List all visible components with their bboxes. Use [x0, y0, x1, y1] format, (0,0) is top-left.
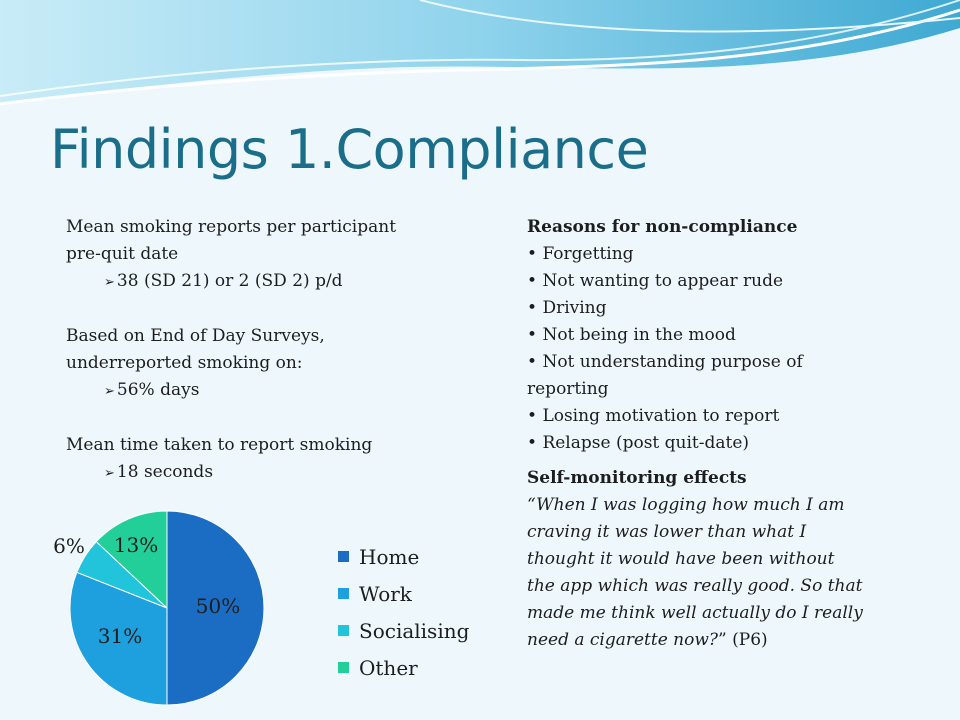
pie-data-label-home: 50% [195, 594, 241, 618]
reason-item: • Not wanting to appear rude [527, 271, 784, 291]
arrow-bullet-icon: ➢ [104, 384, 115, 399]
legend-item-other [338, 649, 469, 686]
reason-item: • Driving [527, 298, 607, 318]
mean-reports-bullet [66, 268, 486, 296]
report-time-bullet [66, 459, 486, 487]
underreport-text-cont: underreported smoking on: [66, 353, 303, 373]
compliance-stats [66, 214, 486, 487]
legend-label: Work [359, 581, 412, 606]
reason-item: • Losing motivation to report [527, 406, 780, 426]
pie-data-label-other: 13% [113, 533, 159, 557]
legend-label: Home [359, 544, 420, 569]
pie-data-label-work: 31% [97, 624, 143, 648]
legend-swatch [338, 551, 349, 562]
reason-item: • Not understanding purpose of [527, 352, 803, 372]
mean-reports-value: 38 (SD 21) or 2 (SD 2) p/d [116, 271, 343, 291]
underreport-text: Based on End of Day Surveys, [66, 326, 325, 346]
arrow-bullet-icon: ➢ [104, 466, 115, 481]
reasons-list [527, 241, 927, 457]
legend-item-work [338, 575, 469, 612]
effects-heading: Self-monitoring effects [527, 468, 747, 488]
reason-item: • Not being in the mood [527, 325, 736, 345]
report-time-value: 18 seconds [116, 462, 214, 482]
participant-quote: “When I was logging how much I am craving it was lower than what I thought it would have been without the app which was really good. So that made me think well actually do I really need a cigarette now?” (P6) [527, 495, 863, 650]
legend-swatch [338, 662, 349, 673]
underreport-value: 56% days [116, 380, 200, 400]
reason-item-cont: reporting [527, 379, 609, 399]
page-title: Findings 1.Compliance [50, 118, 649, 181]
reason-item: • Forgetting [527, 244, 634, 264]
arrow-bullet-icon: ➢ [104, 275, 115, 290]
mean-reports-text: Mean smoking reports per participant [66, 217, 397, 237]
report-time-text: Mean time taken to report smoking [66, 435, 373, 455]
legend-swatch [338, 588, 349, 599]
pie-legend [338, 538, 469, 686]
legend-item-socialising [338, 612, 469, 649]
header-wave-decoration [0, 0, 960, 110]
legend-label: Socialising [359, 618, 470, 643]
mean-reports-text-cont: pre-quit date [66, 244, 179, 264]
non-compliance-panel [527, 214, 927, 654]
location-pie-chart [40, 500, 310, 715]
reason-item: • Relapse (post quit-date) [527, 433, 750, 453]
underreport-bullet [66, 377, 486, 405]
reasons-heading: Reasons for non-compliance [527, 217, 798, 237]
legend-label: Other [359, 655, 418, 680]
legend-swatch [338, 625, 349, 636]
legend-item-home [338, 538, 469, 575]
pie-data-label-socialising: 6% [53, 534, 85, 558]
